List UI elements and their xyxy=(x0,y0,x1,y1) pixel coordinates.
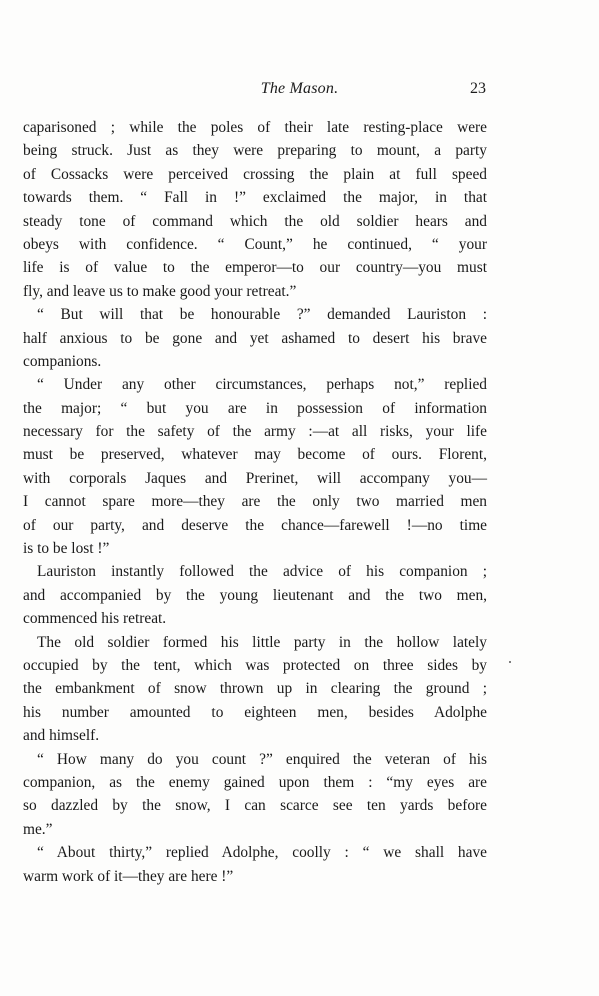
text-line: “ But will that be honourable ?” demanded Lauriston : xyxy=(37,306,487,324)
text-line: commenced his retreat. xyxy=(23,610,167,628)
text-line: Lauriston instantly followed the advice of his companion ; xyxy=(37,563,487,581)
text-line: caparisoned ; while the poles of their late resting-place were xyxy=(23,119,487,136)
text-line: The old soldier formed his little party in the hollow lately xyxy=(37,633,487,651)
text-line: life is of value to the emperor—to our country—you must xyxy=(23,259,487,277)
text-line: the major; “ but you are in possession of information xyxy=(23,399,487,417)
text-line: is to be lost !” xyxy=(23,540,110,558)
page-number: 23 xyxy=(470,80,486,97)
ink-speck xyxy=(509,661,511,663)
text-line: companions. xyxy=(23,352,102,370)
text-line: half anxious to be gone and yet ashamed to desert his brave xyxy=(23,329,487,347)
text-line: his number amounted to eighteen men, besides Adolphe xyxy=(23,703,487,721)
text-line: and himself. xyxy=(23,727,100,745)
text-line: of Cossacks were perceived crossing the plain at full speed xyxy=(23,165,487,183)
running-head xyxy=(0,80,599,104)
text-line: obeys with confidence. “ Count,” he continued, “ your xyxy=(23,235,487,253)
text-line: “ Under any other circumstances, perhaps not,” replied xyxy=(37,376,487,394)
text-line: with corporals Jaques and Prerinet, will accompany you— xyxy=(23,469,487,487)
text-line: warm work of it—they are here !” xyxy=(23,867,234,885)
body-text xyxy=(23,116,487,888)
text-line: necessary for the safety of the army :—at all risks, your life xyxy=(23,423,487,441)
text-line: of our party, and deserve the chance—farewell !—no time xyxy=(23,516,487,534)
text-line: and accompanied by the young lieutenant and the two men, xyxy=(23,586,487,604)
text-line: I cannot spare more—they are the only two married men xyxy=(23,493,487,511)
text-line: the embankment of snow thrown up in clearing the ground ; xyxy=(23,680,487,698)
text-line: occupied by the tent, which was protected on three sides by xyxy=(23,656,487,674)
text-line: so dazzled by the snow, I can scarce see ten yards before xyxy=(23,797,487,815)
text-line: “ About thirty,” replied Adolphe, coolly : “ we shall have xyxy=(37,844,487,862)
text-line: “ How many do you count ?” enquired the veteran of his xyxy=(37,750,487,768)
text-line: me.” xyxy=(23,820,53,838)
text-line: must be preserved, whatever may become of ours. Florent, xyxy=(23,446,487,464)
text-line: steady tone of command which the old soldier hears and xyxy=(23,212,487,230)
text-line: companion, as the enemy gained upon them : “my eyes are xyxy=(23,773,487,791)
text-line: being struck. Just as they were preparing to mount, a party xyxy=(23,142,487,160)
running-title: The Mason. xyxy=(260,80,339,97)
text-line: fly, and leave us to make good your retreat.” xyxy=(23,282,297,300)
text-line: towards them. “ Fall in !” exclaimed the major, in that xyxy=(23,189,487,207)
